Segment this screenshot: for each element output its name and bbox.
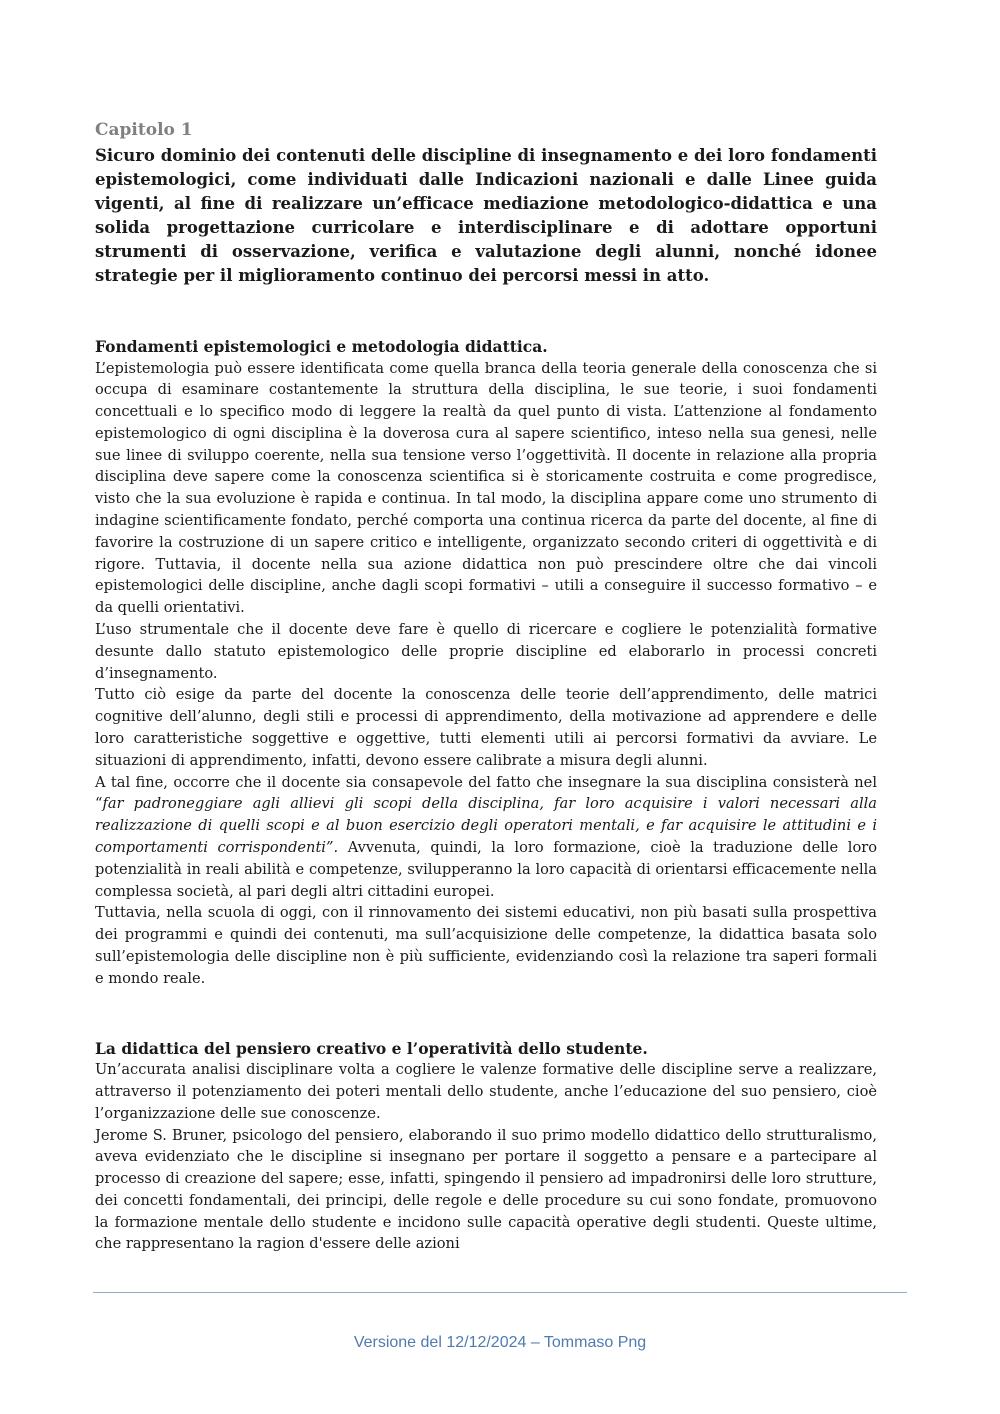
paragraph: Tutto ciò esige da parte del docente la conoscenza delle teorie dell’apprendimento, delle matrici cognitive dell’alunno, degli stili e processi di apprendimento, della motivazione ad apprendere e delle loro caratteristiche soggettive e oggettive, tutti elementi utili ai percorsi formativi da avviare. Le situazioni di apprendimento, infatti, devono essere calibrate a misura degli alunni. xyxy=(95,686,877,769)
footer-version: Versione del 12/12/2024 – Tommaso Png xyxy=(353,1334,647,1351)
paragraph: Un’accurata analisi disciplinare volta a cogliere le valenze formative delle discipline serve a realizzare, attraverso il potenziamento dei poteri mentali dello studente, anche l’educazione del suo pensiero, cioè l’organizzazione delle sue conoscenze. xyxy=(95,1061,877,1122)
section-heading: La didattica del pensiero creativo e l’operatività dello studente. xyxy=(95,1038,648,1058)
paragraph: L’epistemologia può essere identificata come quella branca della teoria generale della conoscenza che si occupa di esaminare costantemente la struttura della disciplina, le sue teorie, i suoi fondamenti concettuali e lo specifico modo di leggere la realtà da quel punto di vista. L’attenzione al fondamento epistemologico di ogni disciplina è la doverosa cura al sapere scientifico, inteso nella sua genesi, nelle sue linee di sviluppo coerente, nella sua tensione verso l’oggettività. Il docente in relazione alla propria disciplina deve sapere come la conoscenza scientifica si è storicamente costruita e come progredisce, visto che la sua evoluzione è rapida e continua. In tal modo, la disciplina appare come uno strumento di indagine scientificamente fondato, perché comporta una continua ricerca da parte del docente, al fine di favorire la costruzione di un sapere critico e intelligente, organizzato secondo criteri di oggettività e di rigore. Tuttavia, il docente nella sua azione didattica non può prescindere oltre che dai vincoli epistemologici delle discipline, anche dagli scopi formativi – utili a conseguire il successo formativo – e da quelli orientativi. xyxy=(95,359,877,617)
paragraph: Tuttavia, nella scuola di oggi, con il rinnovamento dei sistemi educativi, non più basati sulla prospettiva dei programmi e quindi dei contenuti, ma sull’acquisizione delle competenze, la didattica basata solo sull’epistemologia delle discipline non è più sufficiente, evidenziando così la relazione tra saperi formali e mondo reale. xyxy=(95,904,877,987)
section-creative-thinking xyxy=(95,1038,877,1256)
document-page xyxy=(95,118,877,1255)
quotation: far padroneggiare agli allievi gli scopi della disciplina, far loro acquisire i valori necessari alla realizzazione di quelli scopi e al buon esercizio degli operatori mentali, e far acquisire le attitudini e i comportamenti corrispondenti”. xyxy=(95,795,877,857)
paragraph-text: A tal fine, occorre che il docente sia consapevole del fatto che insegnare la sua disciplina consisterà nel “ xyxy=(95,773,877,813)
section-epistemology xyxy=(95,336,877,990)
chapter-label: Capitolo 1 xyxy=(95,120,193,140)
section-heading: Fondamenti epistemologici e metodologia didattica. xyxy=(95,337,548,356)
footer-divider xyxy=(93,1292,907,1293)
chapter-title: Sicuro dominio dei contenuti delle discipline di insegnamento e dei loro fondamenti epistemologici, come individuati dalle Indicazioni nazionali e dalle Linee guida vigenti, al fine di realizzare un’efficace mediazione metodologico-didattica e una solida progettazione curricolare e interdisciplinare e di adottare opportuni strumenti di osservazione, verifica e valutazione degli alunni, nonché idonee strategie per il miglioramento continuo dei percorsi messi in atto. xyxy=(95,146,877,285)
paragraph: Jerome S. Bruner, psicologo del pensiero, elaborando il suo primo modello didattico dello strutturalismo, aveva evidenziato che le discipline si insegnano per portare il soggetto a pensare e a partecipare al processo di creazione del sapere; esse, infatti, spingendo il pensiero ad impadronirsi delle loro strutture, dei concetti fondamentali, dei principi, delle regole e delle procedure su cui sono fondate, promuovono la formazione mentale dello studente e incidono sulle capacità operative degli studenti. Queste ultime, che rappresentano la ragion d'essere delle azioni xyxy=(95,1126,877,1253)
paragraph-with-quote xyxy=(95,772,877,903)
paragraph-text: Avvenuta, quindi, la loro formazione, cioè la traduzione delle loro potenzialità in reali abilità e competenze, svilupperanno la loro capacità di orientarsi efficacemente nella complessa società, al pari degli altri cittadini europei. xyxy=(95,839,877,900)
paragraph: L’uso strumentale che il docente deve fare è quello di ricercare e cogliere le potenzialità formative desunte dallo statuto epistemologico delle proprie discipline ed elaborarlo in processi concreti d’insegnamento. xyxy=(95,621,877,682)
